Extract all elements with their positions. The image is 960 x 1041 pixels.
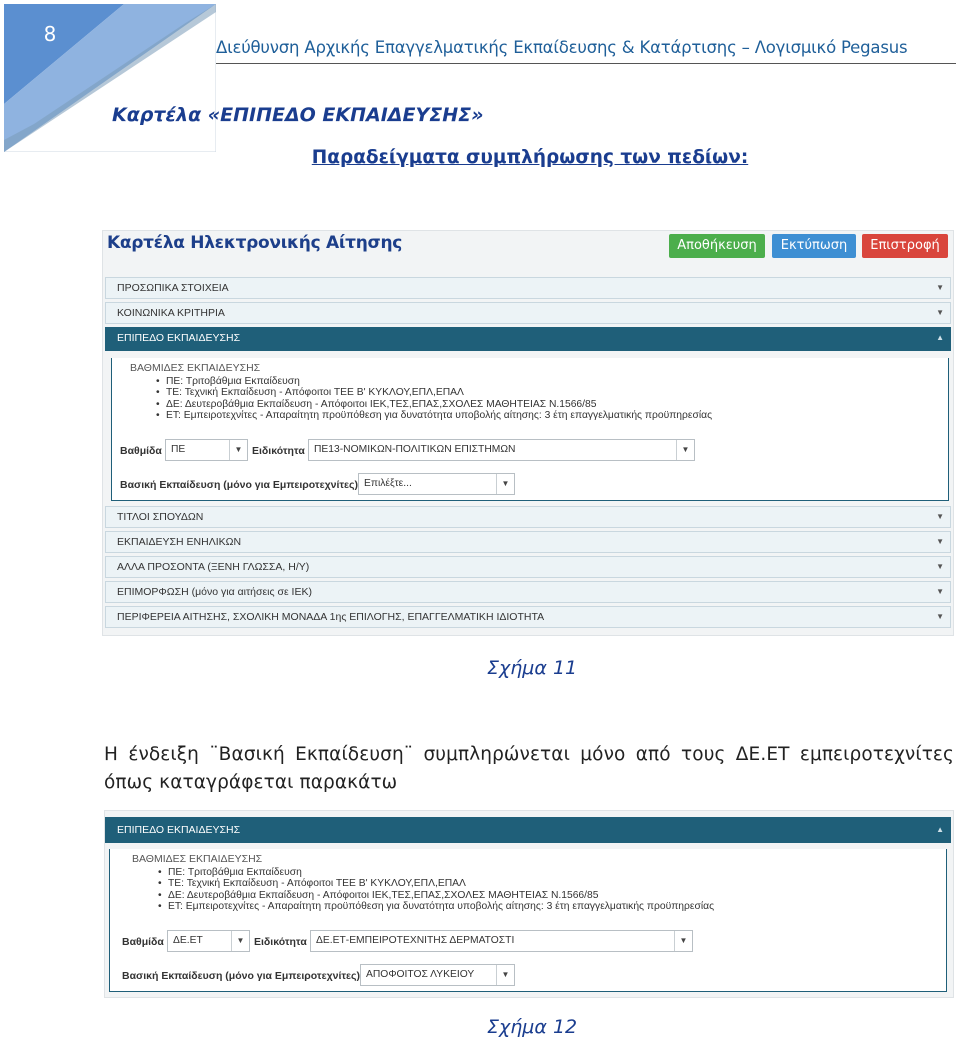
levels-list	[156, 376, 712, 422]
dropdown-arrow-icon: ▼	[231, 931, 249, 951]
section-label: ΕΠΙΜΟΡΦΩΣΗ (μόνο για αιτήσεις σε ΙΕΚ)	[117, 586, 312, 598]
dropdown-arrow-icon: ▼	[674, 931, 692, 951]
section-education-level[interactable]	[105, 817, 951, 843]
list-item: • ΕΤ: Εμπειροτεχνίτες - Απαραίτητη προϋπόθεση για δυνατότητα υποβολής αίτησης: 3 έτη επαγγελματικής προϋπηρεσίας	[156, 410, 712, 421]
print-button[interactable]: Εκτύπωση	[772, 234, 856, 258]
section-region[interactable]	[105, 606, 951, 628]
specialty-select[interactable]	[310, 930, 693, 952]
basic-education-select[interactable]	[358, 473, 515, 495]
education-level-panel	[109, 849, 947, 992]
section-study-titles[interactable]	[105, 506, 951, 528]
basic-education-label: Βασική Εκπαίδευση (μόνο για Εμπειροτεχνίτες)	[120, 479, 358, 491]
basic-education-label: Βασική Εκπαίδευση (μόνο για Εμπειροτεχνίτες)	[122, 970, 360, 982]
section-label: ΕΠΙΠΕΔΟ ΕΚΠΑΙΔΕΥΣΗΣ	[117, 824, 241, 836]
section-adult-education[interactable]	[105, 531, 951, 553]
grade-label: Βαθμίδα	[120, 445, 162, 457]
levels-title: ΒΑΘΜΙΔΕΣ ΕΚΠΑΙΔΕΥΣΗΣ	[130, 362, 261, 374]
caret-up-icon: ▲	[936, 825, 944, 834]
grade-label: Βαθμίδα	[122, 936, 164, 948]
dropdown-arrow-icon: ▼	[676, 440, 694, 460]
education-level-screenshot	[104, 810, 954, 998]
save-button[interactable]: Αποθήκευση	[669, 234, 765, 258]
list-item: • ΔΕ: Δευτεροβάθμια Εκπαίδευση - Απόφοιτοι ΙΕΚ,ΤΕΣ,ΕΠΑΣ,ΣΧΟΛΕΣ ΜΑΘΗΤΕΙΑΣ Ν.1566/85	[156, 399, 712, 410]
caret-down-icon: ▼	[936, 612, 944, 621]
grade-select[interactable]	[165, 439, 248, 461]
specialty-value: ΠΕ13-ΝΟΜΙΚΩΝ-ΠΟΛΙΤΙΚΩΝ ΕΠΙΣΤΗΜΩΝ	[314, 444, 516, 455]
grade-select[interactable]	[167, 930, 250, 952]
application-form-screenshot	[102, 230, 954, 636]
section-label: ΑΛΛΑ ΠΡΟΣΟΝΤΑ (ΞΕΝΗ ΓΛΩΣΣΑ, Η/Υ)	[117, 561, 310, 573]
levels-title: ΒΑΘΜΙΔΕΣ ΕΚΠΑΙΔΕΥΣΗΣ	[132, 853, 263, 865]
section-label: ΚΟΙΝΩΝΙΚΑ ΚΡΙΤΗΡΙΑ	[117, 307, 225, 319]
dropdown-arrow-icon: ▼	[496, 474, 514, 494]
basic-education-value: ΑΠΟΦΟΙΤΟΣ ΛΥΚΕΙΟΥ	[366, 969, 475, 980]
dropdown-arrow-icon: ▼	[229, 440, 247, 460]
section-other-qualifications[interactable]	[105, 556, 951, 578]
caret-up-icon: ▲	[936, 333, 944, 342]
list-item: • ΕΤ: Εμπειροτεχνίτες - Απαραίτητη προϋπόθεση για δυνατότητα υποβολής αίτησης: 3 έτη επαγγελματικής προϋπηρεσίας	[158, 901, 714, 912]
list-item: • ΠΕ: Τριτοβάθμια Εκπαίδευση	[158, 867, 714, 878]
caret-down-icon: ▼	[936, 308, 944, 317]
section-title: Καρτέλα «ΕΠΙΠΕΔΟ ΕΚΠΑΙΔΕΥΣΗΣ»	[112, 104, 484, 126]
grade-value: ΔΕ.ΕΤ	[173, 935, 203, 946]
list-item: • ΤΕ: Τεχνική Εκπαίδευση - Απόφοιτοι ΤΕΕ Β' ΚΥΚΛΟΥ,ΕΠΛ,ΕΠΑΛ	[158, 878, 714, 889]
section-education-level[interactable]	[105, 327, 951, 351]
caret-down-icon: ▼	[936, 512, 944, 521]
page-number: 8	[43, 22, 57, 46]
section-training[interactable]	[105, 581, 951, 603]
caret-down-icon: ▼	[936, 283, 944, 292]
section-personal-info[interactable]	[105, 277, 951, 299]
caret-down-icon: ▼	[936, 537, 944, 546]
section-label: ΠΡΟΣΩΠΙΚΑ ΣΤΟΙΧΕΙΑ	[117, 282, 229, 294]
list-item: • ΔΕ: Δευτεροβάθμια Εκπαίδευση - Απόφοιτοι ΙΕΚ,ΤΕΣ,ΕΠΑΣ,ΣΧΟΛΕΣ ΜΑΘΗΤΕΙΑΣ Ν.1566/85	[158, 890, 714, 901]
list-item: • ΤΕ: Τεχνική Εκπαίδευση - Απόφοιτοι ΤΕΕ Β' ΚΥΚΛΟΥ,ΕΠΛ,ΕΠΑΛ	[156, 387, 712, 398]
section-label: ΤΙΤΛΟΙ ΣΠΟΥΔΩΝ	[117, 511, 204, 523]
dropdown-arrow-icon: ▼	[496, 965, 514, 985]
specialty-value: ΔΕ.ΕΤ-ΕΜΠΕΙΡΟΤΕΧΝΙΤΗΣ ΔΕΡΜΑΤΟΣΤΙ	[316, 935, 515, 946]
section-label: ΕΚΠΑΙΔΕΥΣΗ ΕΝΗΛΙΚΩΝ	[117, 536, 242, 548]
figure-caption: Σχήμα 11	[487, 657, 578, 679]
specialty-label: Ειδικότητα	[254, 936, 307, 948]
basic-education-value: Επιλέξτε...	[364, 478, 412, 489]
figure-caption: Σχήμα 12	[487, 1016, 578, 1038]
education-level-panel	[111, 358, 949, 501]
back-button[interactable]: Επιστροφή	[862, 234, 948, 258]
examples-heading: Παραδείγματα συμπλήρωσης των πεδίων:	[311, 147, 749, 168]
body-paragraph: Η ένδειξη ¨Βασική Εκπαίδευση¨ συμπληρώνεται μόνο από τους ΔΕ.ΕΤ εμπειροτεχνίτες όπως καταγράφεται παρακάτω	[104, 744, 954, 793]
levels-list	[158, 867, 714, 913]
section-social-criteria[interactable]	[105, 302, 951, 324]
specialty-label: Ειδικότητα	[252, 445, 305, 457]
header-rule	[216, 63, 956, 64]
list-item: • ΠΕ: Τριτοβάθμια Εκπαίδευση	[156, 376, 712, 387]
grade-value: ΠΕ	[171, 444, 186, 455]
form-title: Καρτέλα Ηλεκτρονικής Αίτησης	[107, 233, 403, 253]
running-header: Διεύθυνση Αρχικής Επαγγελματικής Εκπαίδευσης & Κατάρτισης – Λογισμικό Pegasus	[216, 38, 908, 57]
caret-down-icon: ▼	[936, 587, 944, 596]
section-label: ΠΕΡΙΦΕΡΕΙΑ ΑΙΤΗΣΗΣ, ΣΧΟΛΙΚΗ ΜΟΝΑΔΑ 1ης ΕΠΙΛΟΓΗΣ, ΕΠΑΓΓΕΛΜΑΤΙΚΗ ΙΔΙΟΤΗΤΑ	[117, 611, 545, 623]
caret-down-icon: ▼	[936, 562, 944, 571]
section-label: ΕΠΙΠΕΔΟ ΕΚΠΑΙΔΕΥΣΗΣ	[117, 332, 241, 344]
specialty-select[interactable]	[308, 439, 695, 461]
basic-education-select[interactable]	[360, 964, 515, 986]
